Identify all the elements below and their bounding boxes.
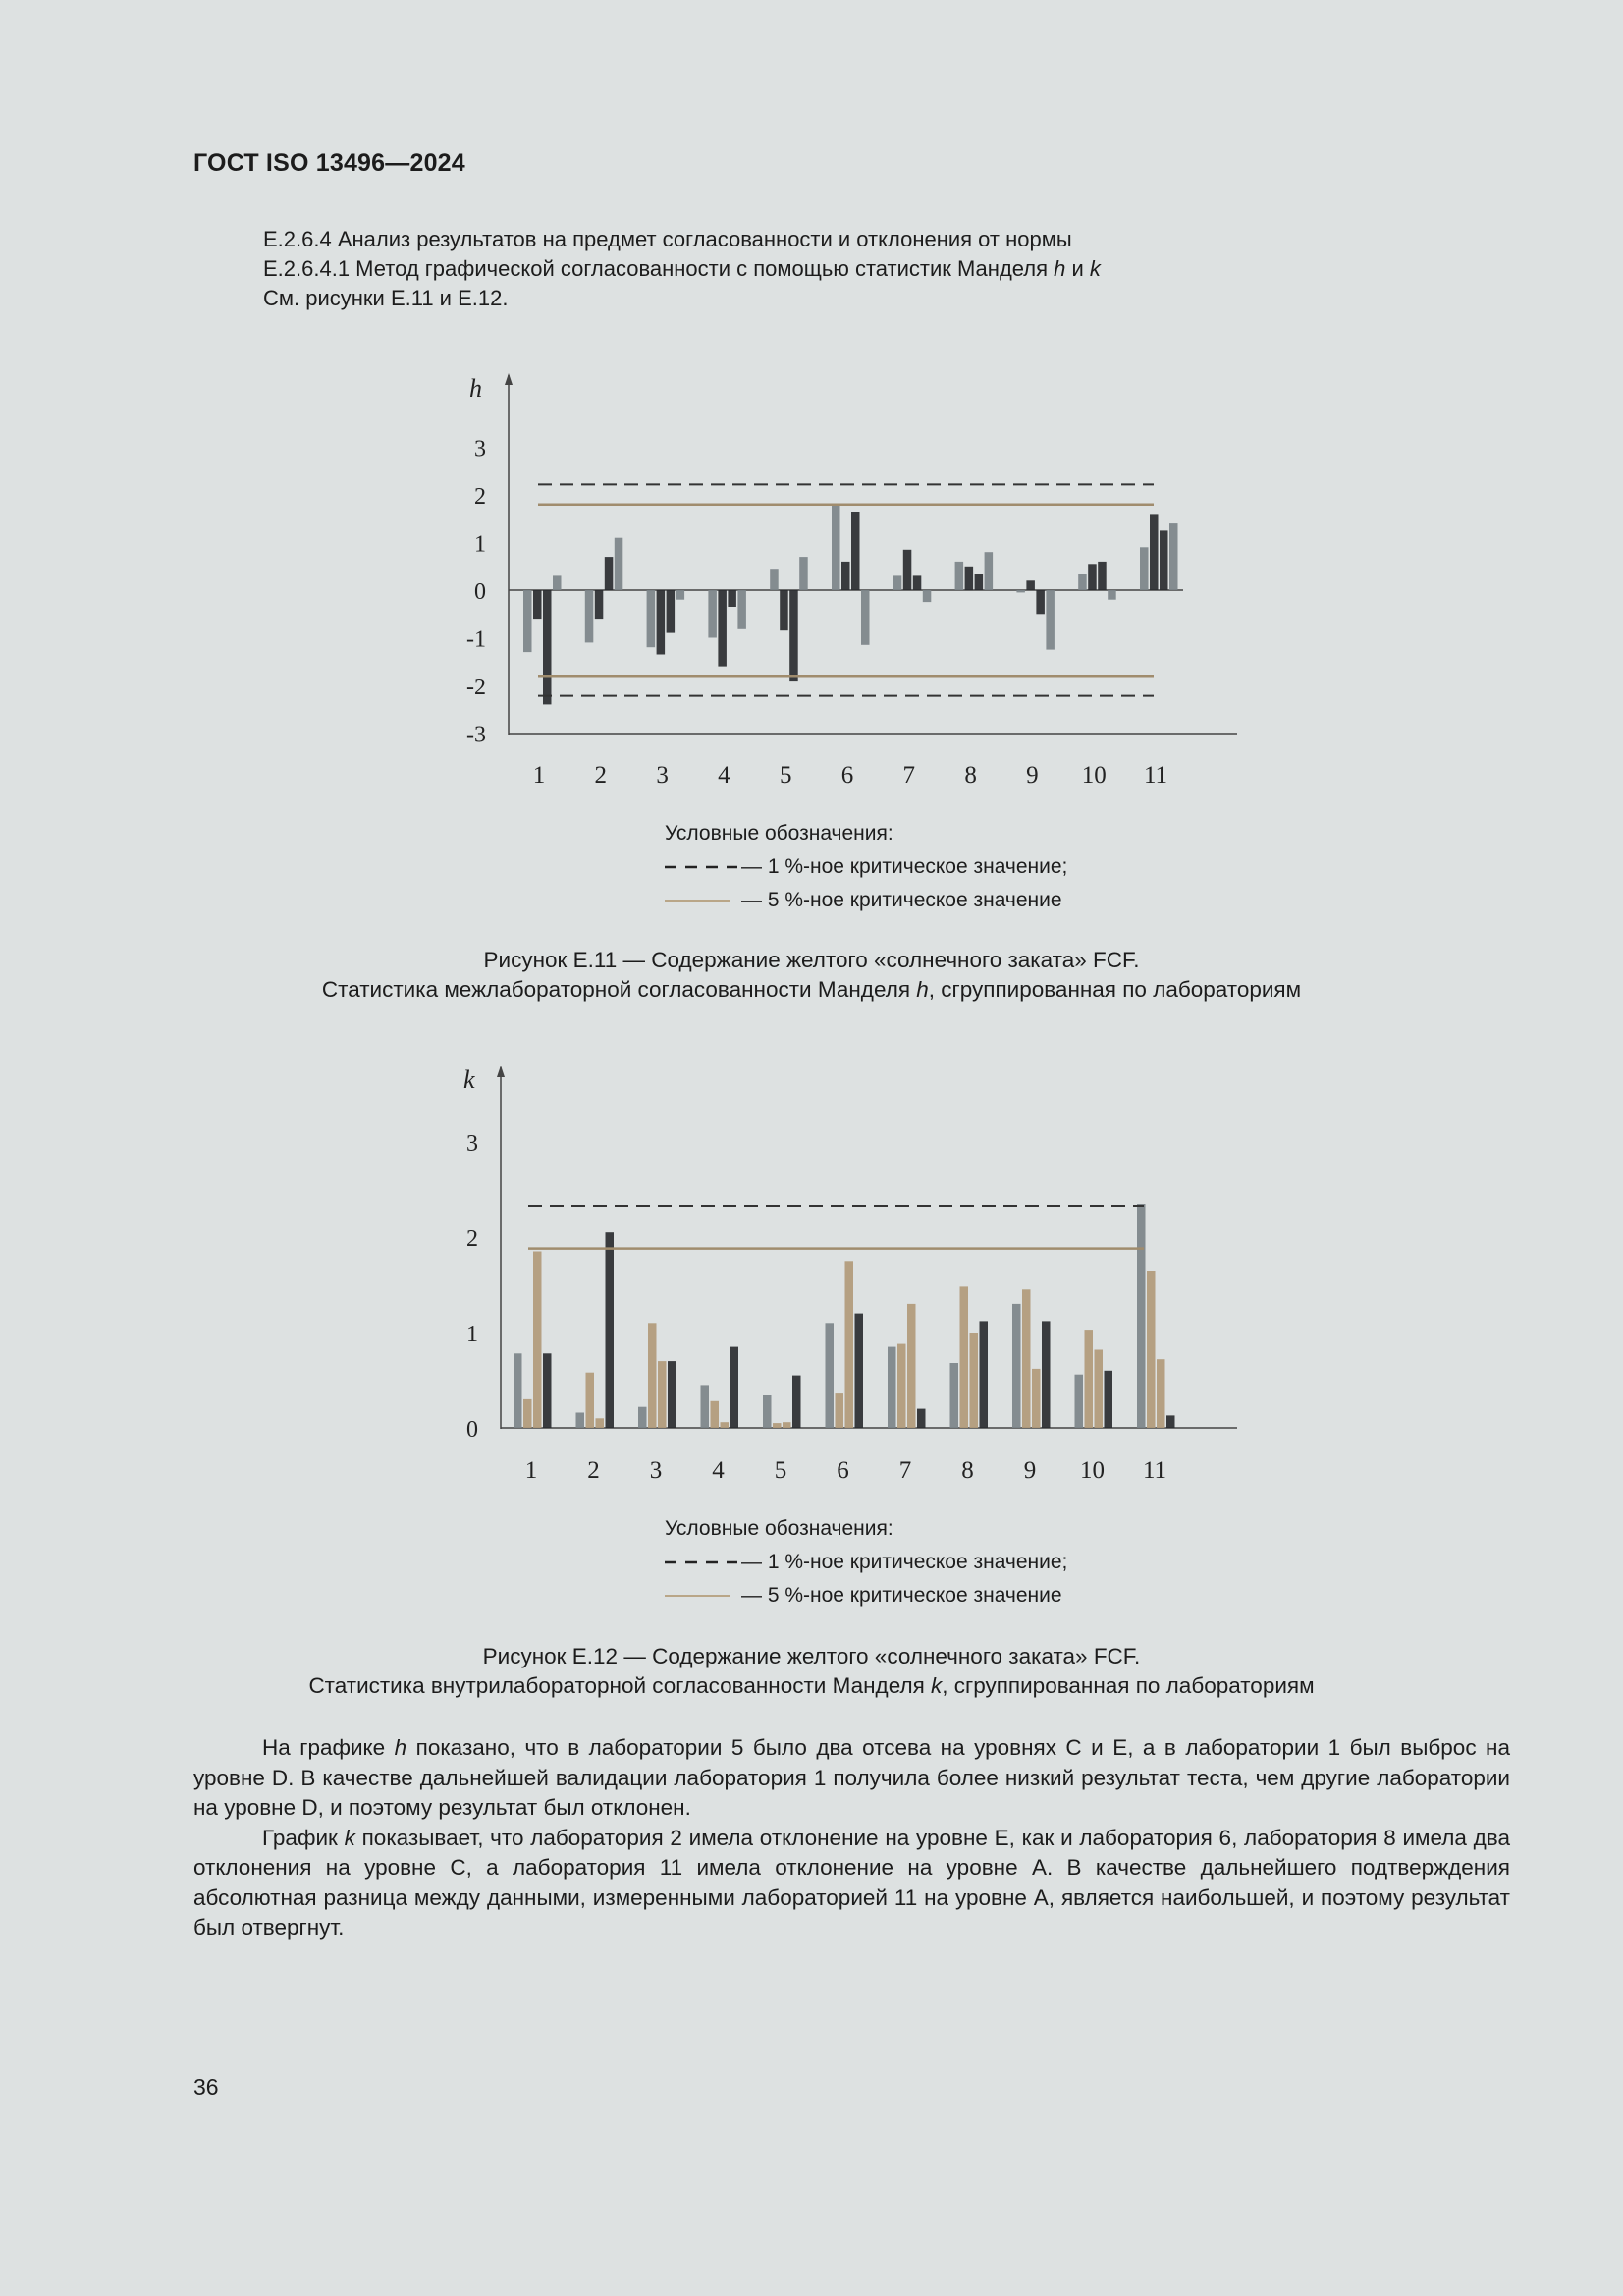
section-heading-e2641 [263,254,1101,284]
y-tick-label: 3 [474,436,486,463]
bar [1075,1375,1084,1428]
var-k: k [344,1825,355,1850]
bar [1169,523,1178,590]
x-tick-label: 9 [1023,1457,1037,1484]
bar [1147,1271,1156,1428]
paragraph-text: График [262,1825,345,1850]
figure-12-caption-line1: Рисунок Е.12 — Содержание желтого «солнечного заката» FCF. [482,1644,1141,1668]
y-tick-label: -3 [466,722,486,748]
section-heading-text: Е.2.6.4.1 Метод графической согласованности с помощью статистик Манделя [263,256,1055,281]
dashed-line-swatch [665,1558,737,1567]
y-axis-label: h [469,374,482,403]
paragraph-text: На графике [262,1735,395,1760]
bar [923,590,932,602]
conj-text: и [1065,256,1090,281]
x-tick-label: 7 [898,1457,912,1484]
bar [1166,1415,1175,1428]
bar [737,590,746,629]
solid-line-swatch [665,1591,737,1601]
paragraph-1 [193,1733,1510,1824]
x-tick-label: 4 [718,762,730,789]
legend-h [665,817,1067,917]
bar [533,1252,542,1429]
bar [955,562,964,590]
caption-text: Статистика внутрилабораторной согласованности Манделя [308,1673,932,1698]
bar [1105,1371,1113,1428]
x-tick-label: 2 [594,762,608,789]
bar [1026,580,1035,590]
bar [721,1422,730,1428]
bar [648,1323,657,1428]
bar [1137,1204,1146,1428]
var-k: k [1089,256,1101,281]
bar [965,567,974,590]
bar [1088,564,1097,590]
bar [799,557,808,590]
x-tick-label: 6 [840,762,854,789]
bar [701,1385,710,1428]
legend-item-5pct [665,1579,1067,1613]
bar [913,575,922,590]
bar [845,1261,854,1428]
bar [1095,1350,1104,1429]
paragraph-text: показано, что в лаборатории 5 было два отсева на уровнях С и Е, а в лаборатории 1 был выброс на уровне D. В качестве дальнейшей валидации лаборатория 1 получила более низкий результат теста, чем другие лаборатории на уровне D, и поэтому результат был отклонен. [193,1735,1510,1820]
bar [730,1347,739,1428]
y-tick-label: 2 [466,1227,478,1252]
bar [1022,1289,1031,1428]
bar [1098,562,1107,590]
y-axis-label: k [463,1066,475,1094]
bar [888,1347,896,1428]
bar [647,590,656,647]
bar [728,590,736,607]
figure-12-caption-line2 [0,1671,1623,1701]
y-tick-label: 0 [474,579,486,605]
bar [586,1373,595,1428]
legend-title: Условные обозначения: [665,822,893,845]
var-h: h [916,977,929,1002]
bar [826,1323,835,1428]
bar [1150,514,1159,590]
bar [893,575,902,590]
bar [668,1361,676,1428]
x-tick-label: 11 [1143,762,1168,789]
bar [903,550,912,590]
x-tick-label: 3 [656,762,669,789]
mandel-h-chart [432,363,1257,795]
bar [523,1399,532,1428]
bar [718,590,727,667]
bar [1078,574,1087,590]
bar [950,1363,959,1428]
paragraph-text: показывает, что лаборатория 2 имела отклонение на уровне Е, как и лаборатория 6, лаборатория 8 имела два отклонения на уровне С, а лаборатория 11 имела отклонение на уровне А. В качестве дальнейшего подтверждения абсолютная разница между данными, измеренными лабораторией 11 на уровне А, является наибольшей, и поэтому результат был отвергнут. [193,1825,1510,1940]
y-tick-label: -2 [466,675,486,700]
bar [985,552,994,590]
x-tick-label: 9 [1026,762,1039,789]
section-heading-e264: Е.2.6.4 Анализ результатов на предмет согласованности и отклонения от нормы [263,227,1072,251]
x-tick-label: 3 [649,1457,663,1484]
bar [861,590,870,645]
bar [523,590,532,652]
bar [576,1413,585,1429]
page-number: 36 [193,2074,219,2100]
x-tick-label: 6 [837,1457,849,1484]
x-tick-label: 5 [774,1457,787,1484]
bar [658,1361,667,1428]
bar [1032,1369,1041,1428]
legend-label-5pct: — 5 %-ное критическое значение [741,889,1062,911]
legend-item-1pct [665,1546,1067,1579]
legend-label-1pct: — 1 %-ное критическое значение; [741,1551,1068,1573]
body-text [193,1733,1510,1943]
bar [1140,547,1149,590]
bar [855,1314,864,1428]
document-header: ГОСТ ISO 13496—2024 [193,149,465,177]
bar [975,574,984,590]
bar [1036,590,1045,614]
x-tick-label: 5 [779,762,792,789]
bar [907,1304,916,1428]
figure-11-caption-line2 [0,975,1623,1005]
bar [789,590,798,681]
bar [1160,530,1168,590]
bar [841,562,850,590]
dashed-line-swatch [665,862,737,872]
legend-title: Условные обозначения: [665,1517,893,1540]
bar [606,1232,615,1428]
var-h: h [1054,256,1066,281]
bar [773,1423,782,1428]
bar [1042,1321,1051,1428]
bar [533,590,542,619]
caption-text: , сгруппированная по лабораториям [928,977,1302,1002]
x-tick-label: 11 [1142,1457,1167,1484]
bar [1016,590,1025,592]
x-tick-label: 1 [532,762,546,789]
bar [1046,590,1055,650]
bar [596,1418,605,1428]
bar [851,512,860,590]
bar [615,538,623,590]
y-tick-label: 0 [466,1417,478,1443]
bar [585,590,594,642]
bar [917,1409,926,1428]
y-tick-label: -1 [466,627,486,653]
bar [1157,1359,1165,1428]
paragraph-2 [193,1824,1510,1943]
y-tick-label: 3 [466,1131,478,1157]
bar [783,1422,791,1428]
x-tick-label: 8 [964,762,977,789]
y-axis-arrow [505,373,513,385]
bar [638,1407,647,1428]
bar [657,590,666,655]
legend-label-1pct: — 1 %-ное критическое значение; [741,855,1068,878]
legend-k [665,1512,1067,1613]
bar [708,590,717,638]
mandel-k-chart [432,1056,1257,1488]
x-tick-label: 8 [961,1457,974,1484]
bar [832,505,840,590]
y-tick-label: 1 [466,1322,478,1347]
bar [770,569,779,590]
bar [970,1333,979,1428]
bar [1012,1304,1021,1428]
legend-item-1pct [665,850,1067,884]
x-tick-label: 1 [524,1457,538,1484]
bar [897,1344,906,1428]
bar [553,575,562,590]
legend-item-5pct [665,884,1067,917]
bar [780,590,788,630]
bar [711,1401,720,1428]
x-tick-label: 2 [587,1457,600,1484]
x-tick-label: 4 [712,1457,725,1484]
x-tick-label: 7 [902,762,916,789]
caption-text: Статистика межлабораторной согласованности Манделя [321,977,917,1002]
bar [763,1395,772,1428]
bar [676,590,685,600]
x-tick-label: 10 [1081,762,1107,789]
bar [514,1353,522,1428]
bar [605,557,614,590]
bar [1085,1330,1094,1428]
solid-line-swatch [665,896,737,905]
y-axis-arrow [497,1066,505,1077]
x-tick-label: 10 [1080,1457,1105,1484]
var-h: h [394,1735,407,1760]
bar [1108,590,1116,600]
caption-text: , сгруппированная по лабораториям [942,1673,1315,1698]
bar [543,1353,552,1428]
bar [543,590,552,704]
bar [595,590,604,619]
bar [836,1393,844,1428]
bar [980,1321,989,1428]
figure-11-caption-line1: Рисунок Е.11 — Содержание желтого «солнечного заката» FCF. [483,948,1140,972]
figure-reference: См. рисунки Е.11 и Е.12. [263,286,509,310]
y-tick-label: 1 [474,531,486,558]
var-k: k [931,1673,943,1698]
y-tick-label: 2 [474,484,486,510]
bar [960,1286,969,1428]
bar [667,590,676,633]
legend-label-5pct: — 5 %-ное критическое значение [741,1584,1062,1607]
bar [792,1376,801,1428]
